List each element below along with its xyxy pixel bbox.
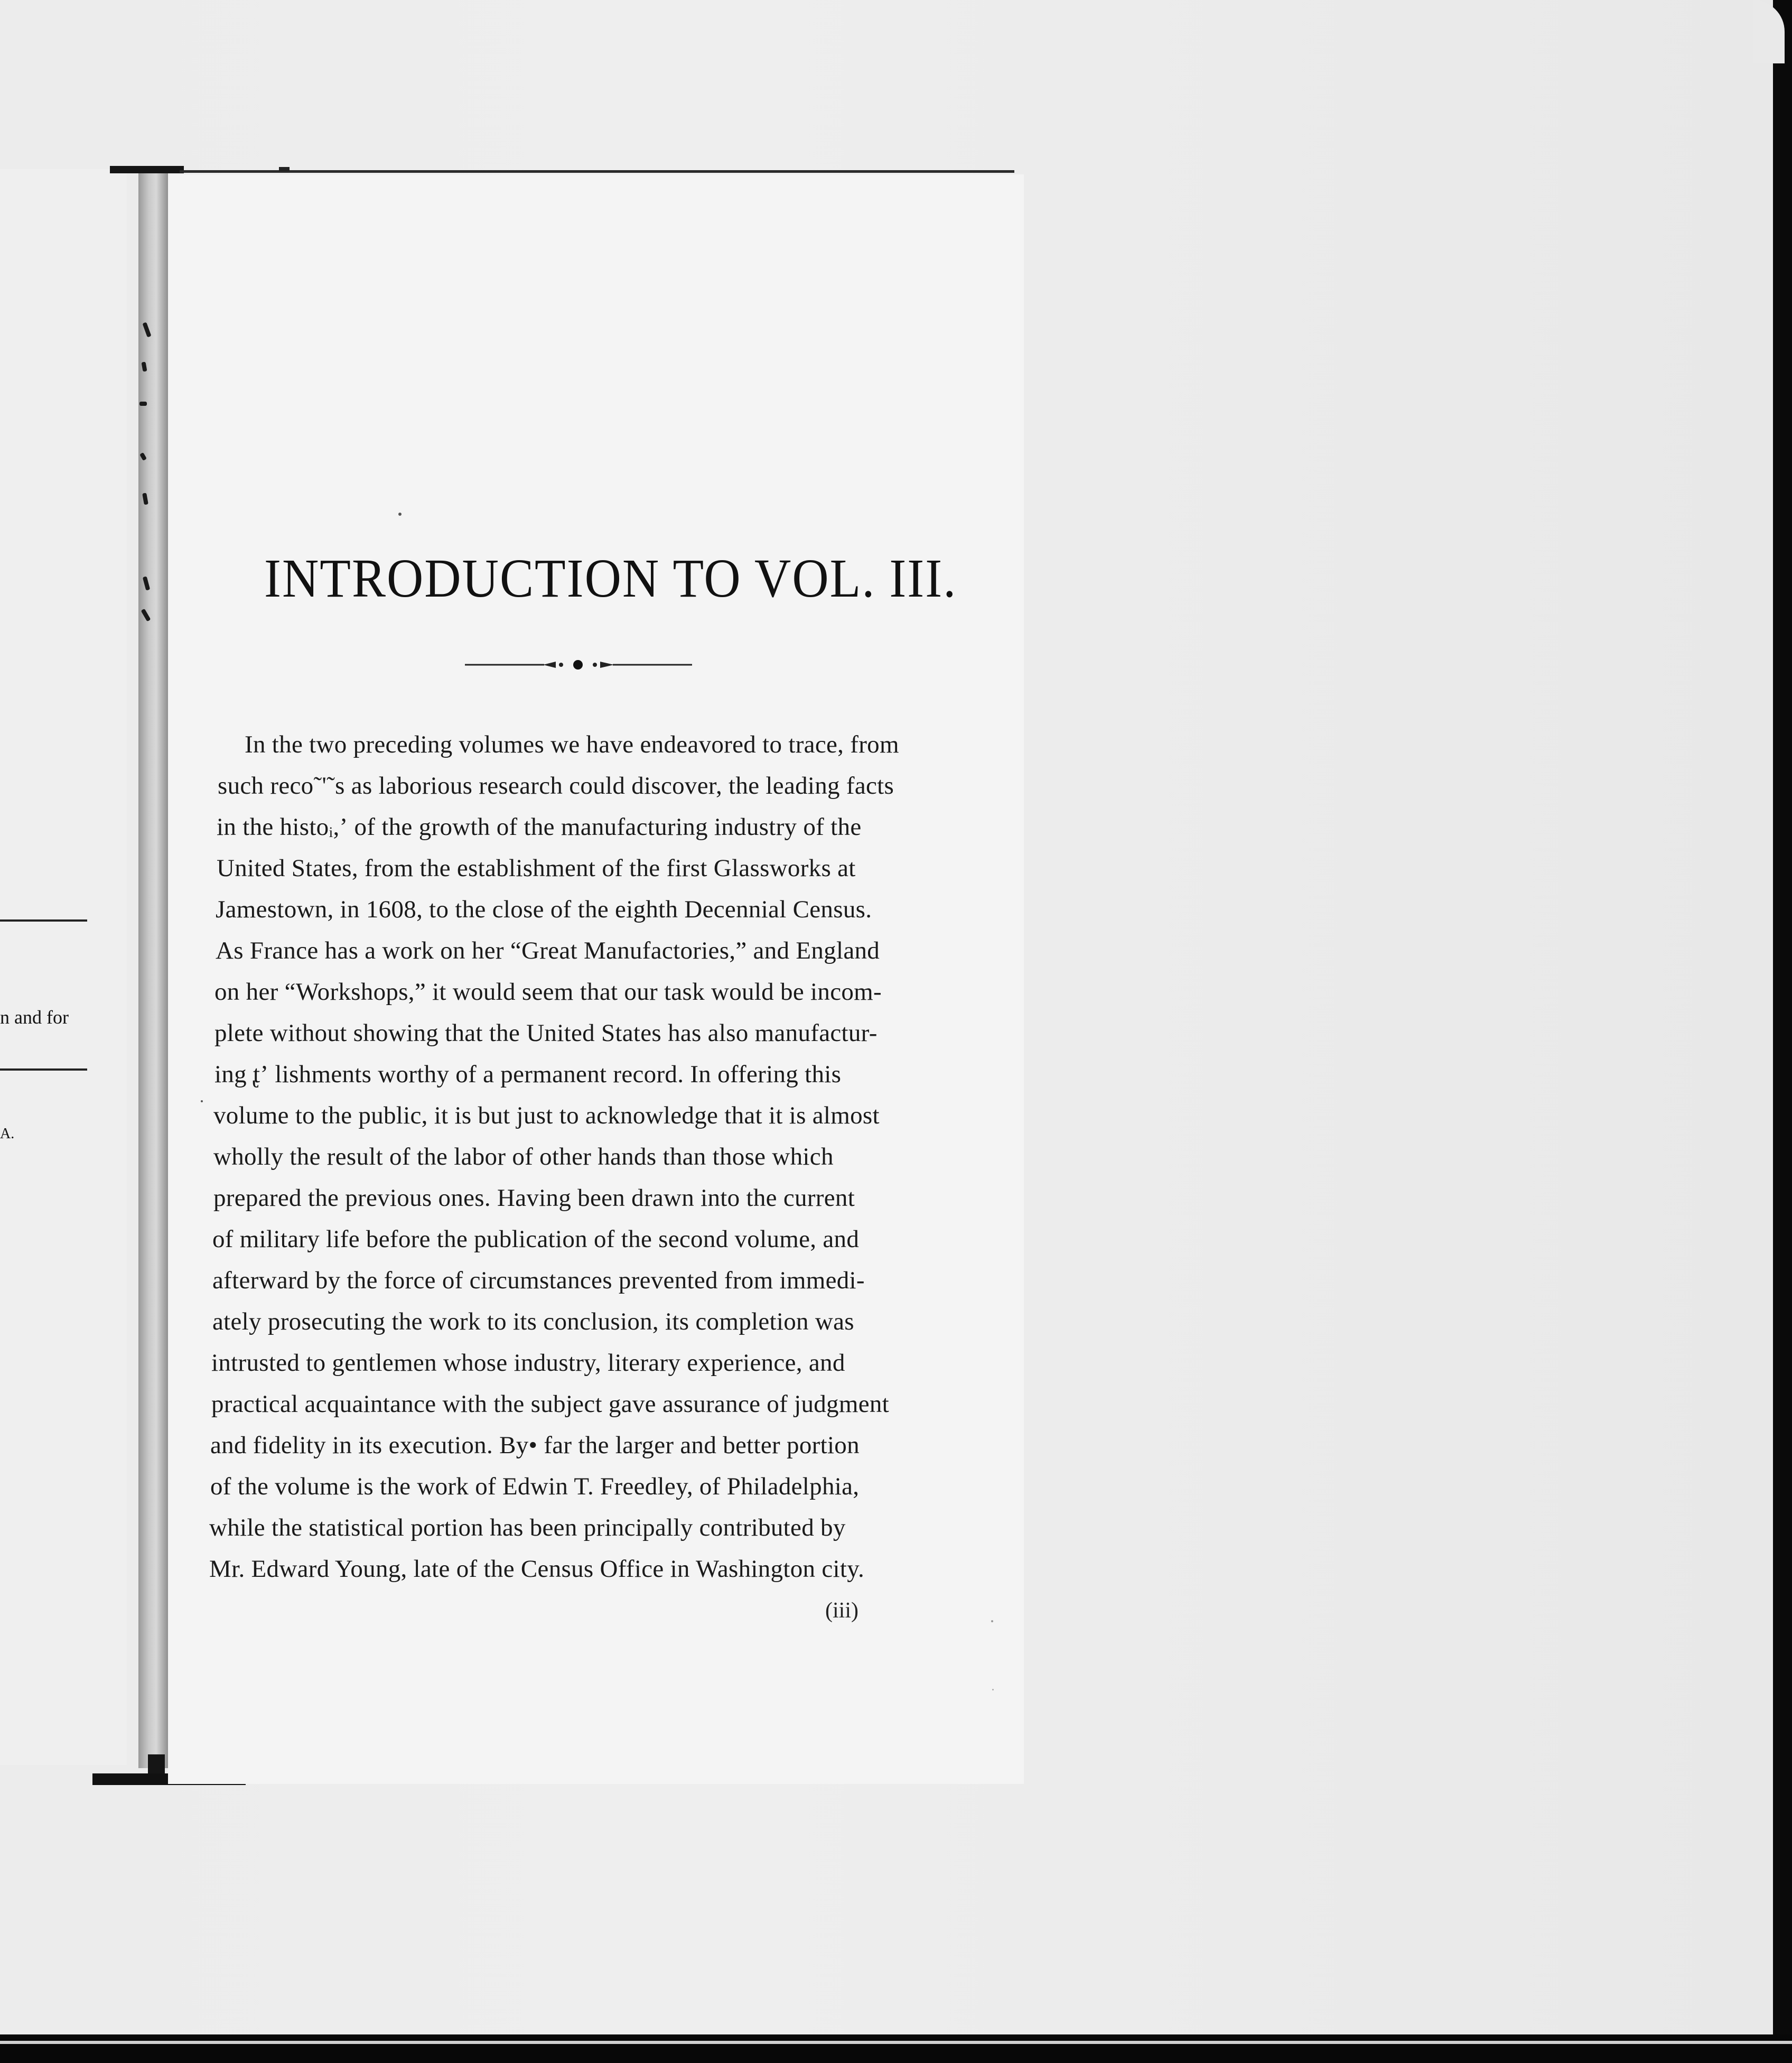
right-scan-edge: [1773, 0, 1792, 2063]
title-ornament: [465, 658, 692, 671]
body-line: practical acquaintance with the subject gave assurance of judgment: [211, 1390, 890, 1418]
bottom-scan-edge: [0, 2034, 1792, 2063]
left-page-rule-top: [0, 919, 87, 922]
top-frame-mark: [279, 167, 290, 171]
body-line: intrusted to gentlemen whose industry, literary experience, and: [211, 1349, 845, 1377]
body-line: afterward by the force of circumstances prevented from immedi-: [212, 1267, 865, 1294]
body-line: of the volume is the work of Edwin T. Freedley, of Philadelphia,: [210, 1473, 860, 1500]
page-number: (iii): [825, 1599, 858, 1623]
body-line: plete without showing that the United States has also manufactur-: [214, 1019, 878, 1047]
page-title: INTRODUCTION TO VOL. III.: [264, 547, 957, 609]
body-line: Mr. Edward Young, late of the Census Office in Washington city.: [209, 1555, 865, 1583]
gutter-ink-mark: [139, 402, 147, 406]
previous-page-fragment: [0, 169, 127, 1765]
body-line: Jamestown, in 1608, to the close of the eighth Decennial Census.: [216, 896, 872, 923]
body-line: ing ̢tʼ lishments worthy of a permanent record. In offering this: [214, 1061, 842, 1088]
bottom-frame-stem: [148, 1754, 165, 1776]
book-gutter: [138, 172, 168, 1768]
scan-speck: [991, 1620, 993, 1622]
left-page-text-fragment: n and for: [0, 1007, 69, 1028]
body-line: in the histoᵢ,ʼ of the growth of the manufacturing industry of the: [217, 813, 862, 841]
body-line: on her “Workshops,” it would seem that our task would be incom-: [214, 978, 882, 1006]
scan-speck: [398, 513, 402, 516]
left-page-rule-bottom: [0, 1068, 87, 1071]
body-line: ately prosecuting the work to its conclusion, its completion was: [212, 1308, 854, 1335]
body-line: of military life before the publication of the second volume, and: [212, 1225, 860, 1253]
left-page-letter-fragment: A.: [0, 1126, 15, 1142]
body-line: such reco˜'˜s as laborious research could discover, the leading facts: [218, 772, 894, 800]
body-line: United States, from the establishment of the first Glassworks at: [217, 854, 856, 882]
body-line: wholly the result of the labor of other hands than those which: [213, 1143, 834, 1170]
ornament-divider-icon: [465, 658, 692, 671]
top-frame-rule: [180, 170, 1014, 173]
body-line: In the two preceding volumes we have endeavored to trace, from: [245, 731, 899, 758]
bottom-scan-line: [0, 2041, 1792, 2044]
body-line: prepared the previous ones. Having been drawn into the current: [213, 1184, 855, 1212]
body-line: and fidelity in its execution. By• far the larger and better portion: [210, 1432, 860, 1459]
body-line: As France has a work on her “Great Manufactories,” and England: [216, 937, 880, 964]
scan-speck: [201, 1100, 203, 1102]
body-line: while the statistical portion has been principally contributed by: [209, 1514, 846, 1541]
body-line: volume to the public, it is but just to acknowledge that it is almost: [213, 1102, 880, 1129]
scan-speck: [992, 1689, 994, 1690]
top-frame-bar: [110, 166, 184, 173]
